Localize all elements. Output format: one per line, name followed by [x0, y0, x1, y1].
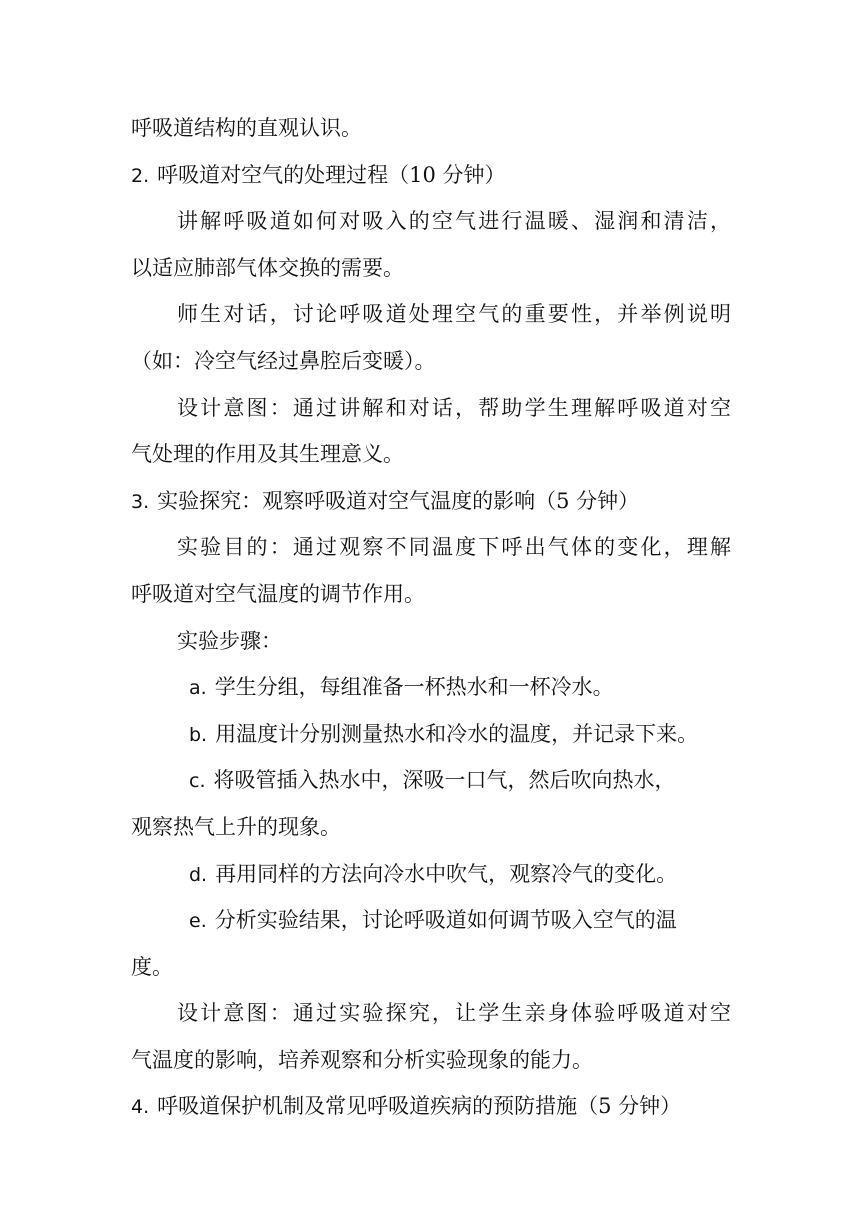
list-marker: c.	[189, 770, 206, 793]
paragraph-line: 以适应肺部气体交换的需要。	[131, 255, 404, 280]
paragraph-line: 设计意图：通过实验探究，让学生亲身体验呼吸道对空	[177, 1001, 731, 1026]
heading-number: 3.	[131, 490, 150, 513]
paragraph-line: 呼吸道对空气温度的调节作用。	[131, 581, 425, 606]
list-item-continuation: 度。	[131, 954, 173, 979]
section-heading-3	[131, 478, 731, 525]
text-line: 呼吸道结构的直观认识。	[131, 116, 362, 140]
document-page	[131, 105, 731, 1130]
list-item	[131, 664, 731, 711]
paragraph-line: 讲解呼吸道如何对吸入的空气进行温暖、湿润和清洁，	[177, 209, 731, 234]
paragraph-line: 师生对话，讨论呼吸道处理空气的重要性，并举例说明	[177, 302, 731, 327]
heading-text: 呼吸道保护机制及常见呼吸道疾病的预防措施（5 分钟）	[157, 1094, 682, 1119]
paragraph-line: 实验步骤：	[177, 628, 282, 653]
list-marker: d.	[189, 863, 208, 886]
heading-number: 4.	[131, 1096, 150, 1119]
list-item	[131, 757, 731, 804]
paragraph-line: （如：冷空气经过鼻腔后变暖）。	[131, 348, 436, 373]
list-marker: e.	[189, 910, 207, 933]
list-text: 分析实验结果，讨论呼吸道如何调节吸入空气的温	[214, 908, 677, 933]
list-item-continuation: 观察热气上升的现象。	[131, 814, 341, 839]
heading-text: 呼吸道对空气的处理过程（10 分钟）	[157, 162, 506, 187]
list-item	[131, 851, 731, 898]
list-marker: b.	[189, 723, 208, 746]
section-heading-2	[131, 152, 731, 199]
list-text: 用温度计分别测量热水和冷水的温度，并记录下来。	[215, 721, 699, 746]
heading-text: 实验探究：观察呼吸道对空气温度的影响（5 分钟）	[157, 488, 640, 513]
list-text: 再用同样的方法向冷水中吹气，观察冷气的变化。	[215, 861, 678, 886]
heading-number: 2.	[131, 164, 150, 187]
list-item	[131, 711, 731, 758]
paragraph-line: 设计意图：通过讲解和对话，帮助学生理解呼吸道对空	[177, 395, 731, 420]
list-item	[131, 897, 731, 944]
list-text: 学生分组，每组准备一杯热水和一杯冷水。	[214, 675, 614, 700]
paragraph-line: 气处理的作用及其生理意义。	[131, 442, 404, 467]
list-marker: a.	[189, 677, 207, 700]
paragraph-line: 实验目的：通过观察不同温度下呼出气体的变化，理解	[177, 535, 731, 560]
section-heading-4	[131, 1083, 731, 1130]
paragraph-line: 气温度的影响，培养观察和分析实验现象的能力。	[131, 1047, 593, 1072]
list-text: 将吸管插入热水中，深吸一口气，然后吹向热水，	[213, 768, 676, 793]
